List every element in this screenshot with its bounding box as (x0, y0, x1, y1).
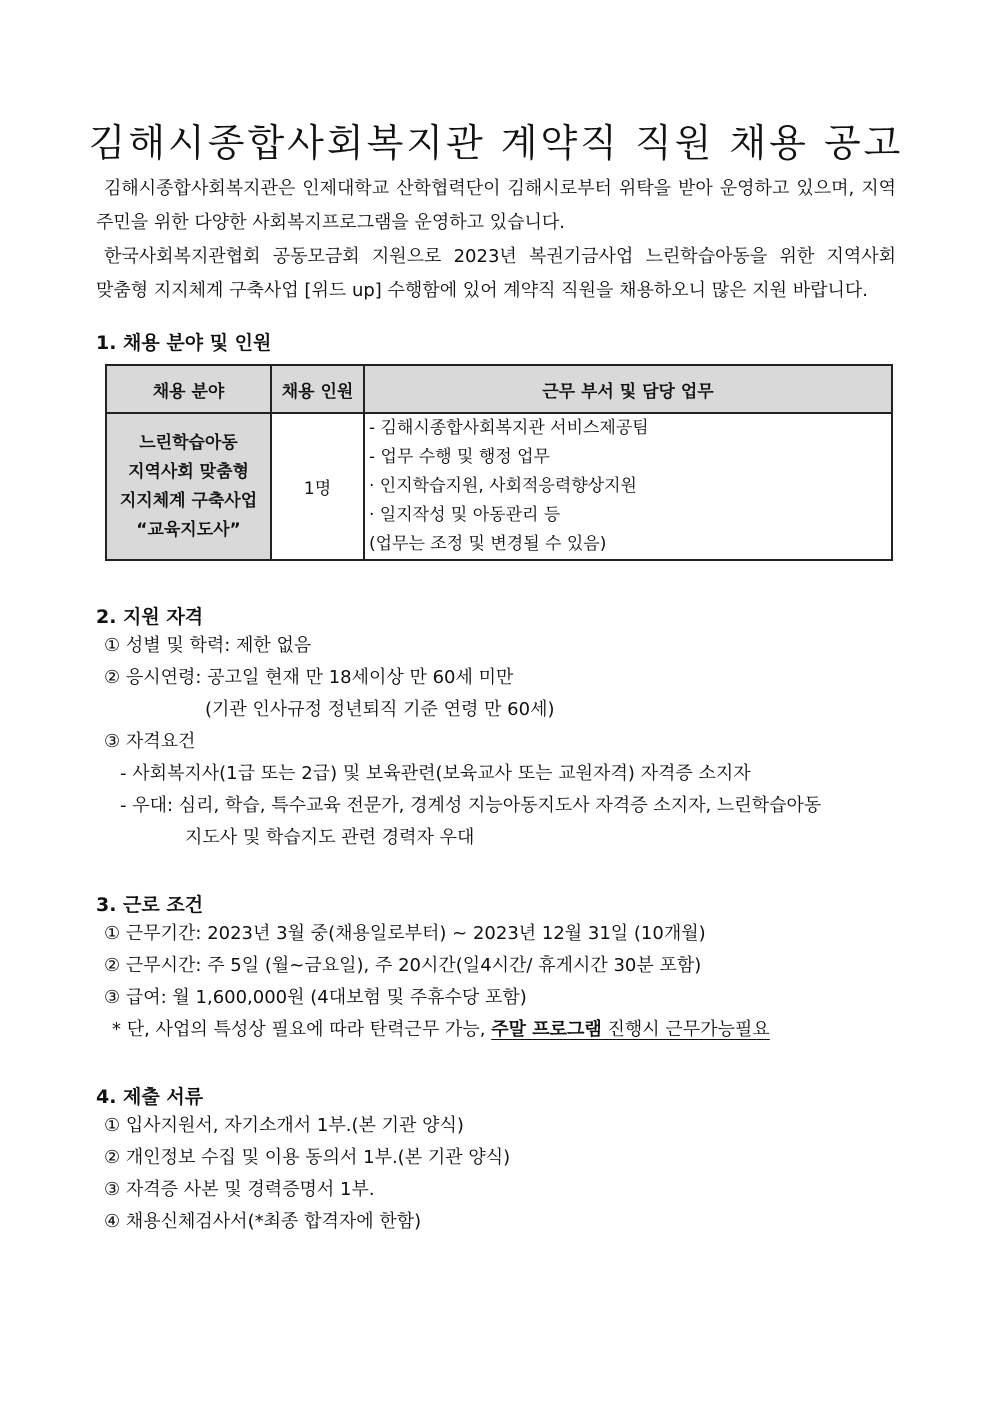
duty-line: · 일지작성 및 아동관리 등 (369, 505, 561, 525)
intro-line: 한국사회복지관협회 공동모금회 지원으로 2023년 복권기금사업 느린학습아동을 위한 지역사회 (104, 246, 896, 267)
document-item: ④ 채용신체검사서(*최종 합격자에 한함) (104, 1211, 422, 1232)
intro-line: 주민을 위한 다양한 사회복지프로그램을 운영하고 있습니다. (96, 212, 566, 233)
duty-line: (업무는 조정 및 변경될 수 있음) (369, 534, 607, 554)
intro-line: 맞춤형 지지체계 구축사업 [위드 up] 수행함에 있어 계약직 직원을 채용하오니 많은 지원 바랍니다. (96, 280, 869, 301)
section-heading-conditions: 3. 근로 조건 (96, 894, 204, 916)
field-line: 지지체계 구축사업 (119, 490, 258, 511)
condition-item: ② 근무시간: 주 5일 (월~금요일), 주 20시간(일4시간/ 휴게시간 30분 포함) (104, 955, 702, 976)
qualification-item: 지도사 및 학습지도 관련 경력자 우대 (185, 827, 475, 848)
intro-paragraph-2 (96, 240, 896, 308)
note-prefix: * 단, 사업의 특성상 필요에 따라 탄력근무 가능, (112, 1019, 492, 1040)
recruit-field-cell (106, 413, 271, 560)
duty-line: · 인지학습지원, 사회적응력향상지원 (369, 476, 637, 496)
condition-item: ③ 급여: 월 1,600,000원 (4대보험 및 주휴수당 포함) (104, 987, 527, 1008)
section-heading-recruitment: 1. 채용 분야 및 인원 (96, 332, 272, 354)
document-item: ② 개인정보 수집 및 이용 동의서 1부.(본 기관 양식) (104, 1147, 511, 1168)
table-header-cell: 근무 부서 및 담당 업무 (364, 365, 892, 413)
qualification-item: ③ 자격요건 (104, 731, 196, 752)
duty-line: - 김해시종합사회복지관 서비스제공팀 (369, 418, 649, 438)
table-header-cell: 채용 인원 (271, 365, 364, 413)
table-row (106, 413, 892, 560)
table-header-row (106, 365, 892, 413)
document-item: ① 입사지원서, 자기소개서 1부.(본 기관 양식) (104, 1115, 464, 1136)
qualification-item: ① 성별 및 학력: 제한 없음 (104, 635, 312, 656)
recruit-duties-cell (364, 413, 892, 560)
recruit-count-cell: 1명 (271, 413, 364, 560)
document-item: ③ 자격증 사본 및 경력증명서 1부. (104, 1179, 375, 1200)
qualification-item: - 사회복지사(1급 또는 2급) 및 보육관련(보육교사 또는 교원자격) 자격증 소지자 (120, 763, 751, 784)
section-heading-qualification: 2. 지원 자격 (96, 606, 204, 628)
page-title: 김해시종합사회복지관 계약직 직원 채용 공고 (88, 121, 904, 165)
qualification-item: - 우대: 심리, 학습, 특수교육 전문가, 경계성 지능아동지도사 자격증 소지자, 느린학습아동 (120, 795, 822, 816)
field-line: “교육지도사” (136, 519, 241, 540)
field-line: 느린학습아동 (139, 432, 238, 453)
qualification-item: ② 응시연령: 공고일 현재 만 18세이상 만 60세 미만 (104, 667, 514, 688)
section-heading-documents: 4. 제출 서류 (96, 1086, 204, 1108)
table-header-cell: 채용 분야 (106, 365, 271, 413)
condition-note (112, 1018, 770, 1042)
intro-paragraph-1 (96, 172, 896, 240)
recruitment-table (105, 364, 893, 561)
intro-line: 김해시종합사회복지관은 인제대학교 산학협력단이 김해시로부터 위탁을 받아 운영하고 있으며, 지역 (104, 178, 896, 199)
duty-line: - 업무 수행 및 행정 업무 (369, 447, 550, 467)
qualification-item: (기관 인사규정 정년퇴직 기준 연령 만 60세) (205, 699, 555, 720)
field-line: 지역사회 맞춤형 (128, 461, 249, 482)
note-suffix: 진행시 근무가능필요 (601, 1019, 770, 1040)
condition-item: ① 근무기간: 2023년 3월 중(채용일로부터) ~ 2023년 12월 31일 (10개월) (104, 923, 706, 944)
note-emphasis: 주말 프로그램 (491, 1019, 602, 1040)
